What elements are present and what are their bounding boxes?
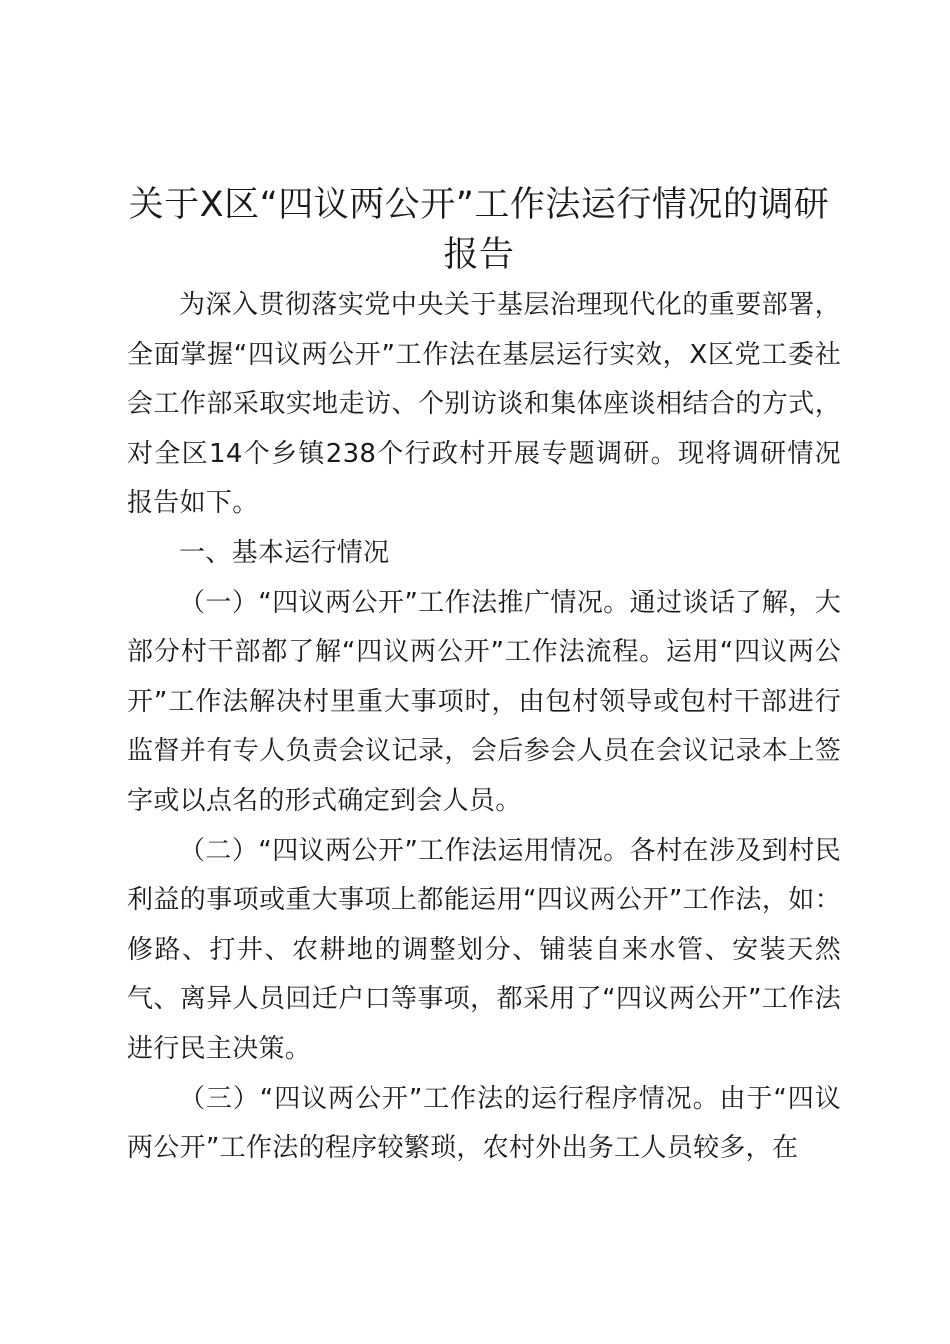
subsection-paragraph-3: （三）“四议两公开”工作法的运行程序情况。由于“四议两公开”工作法的程序较繁琐，农村外出务工人员较多，在 [127, 1083, 841, 1164]
section-heading: 一、基本运行情况 [179, 537, 390, 568]
subsection-paragraph-1: （一）“四议两公开”工作法推广情况。通过谈话了解，大部分村干部都了解“四议两公开”工作法流程。运用“四议两公开”工作法解决村里重大事项时，由包村领导或包村干部进行监督并有专人负责会议记录，会后参会人员在会议记录本上签字或以点名的形式确定到会人员。 [127, 587, 841, 816]
intro-paragraph: 为深入贯彻落实党中央关于基层治理现代化的重要部署，全面掌握“四议两公开”工作法在基层运行实效，X区党工委社会工作部采取实地走访、个别访谈和集体座谈相结合的方式，对全区14个乡镇238个行政村开展专题调研。现将调研情况报告如下。 [127, 290, 841, 519]
document-body [127, 281, 841, 1174]
subsection-paragraph-2: （二）“四议两公开”工作法运用情况。各村在涉及到村民利益的事项或重大事项上都能运用“四议两公开”工作法，如：修路、打井、农耕地的调整划分、铺装自来水管、安装天然气、离异人员回迁户口等事项，都采用了“四议两公开”工作法进行民主决策。 [127, 835, 841, 1064]
document-title: 关于X区“四议两公开”工作法运行情况的调研报告 [128, 185, 830, 275]
